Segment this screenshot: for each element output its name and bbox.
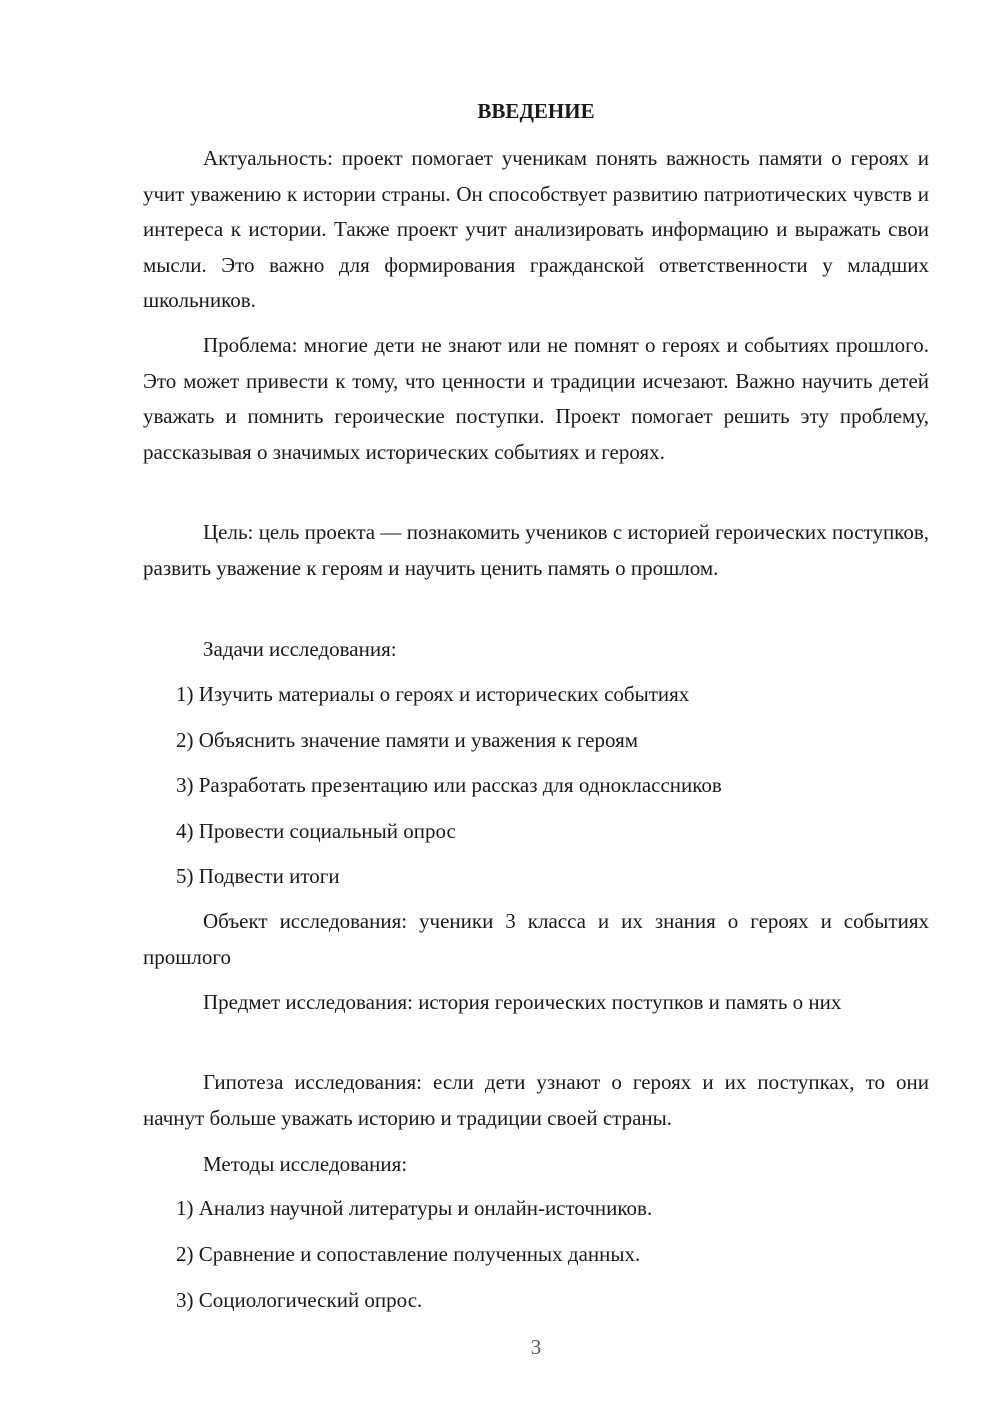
object-paragraph: Объект исследования: ученики 3 класса и их знания о героях и событиях прошлого bbox=[143, 909, 929, 969]
hypothesis-paragraph: Гипотеза исследования: если дети узнают о героях и их поступках, то они начнут больше уважать историю и традиции своей страны. bbox=[143, 1070, 929, 1130]
method-item-2: 2) Сравнение и сопоставление полученных данных. bbox=[176, 1242, 641, 1266]
page-title: ВВЕДЕНИЕ bbox=[477, 99, 595, 123]
problem-paragraph: Проблема: многие дети не знают или не помнят о героях и событиях прошлого. Это может привести к тому, что ценности и традиции исчезают. Важно научить детей уважать и помнить героические поступки. Проект помогает решить эту проблему, рассказывая о значимых исторических событиях и героях. bbox=[143, 333, 929, 464]
task-item-4: 4) Провести социальный опрос bbox=[176, 819, 456, 843]
subject-paragraph: Предмет исследования: история героических поступков и память о них bbox=[203, 990, 842, 1014]
task-item-3: 3) Разработать презентацию или рассказ для одноклассников bbox=[176, 773, 722, 797]
relevance-paragraph: Актуальность: проект помогает ученикам понять важность памяти о героях и учит уважению к истории страны. Он способствует развитию патриотических чувств и интереса к истории. Также проект учит анализировать информацию и выражать свои мысли. Это важно для формирования гражданской ответственности у младших школьников. bbox=[143, 146, 929, 312]
task-item-1: 1) Изучить материалы о героях и исторических событиях bbox=[176, 682, 690, 706]
task-item-5: 5) Подвести итоги bbox=[176, 864, 340, 888]
task-item-2: 2) Объяснить значение памяти и уважения к героям bbox=[176, 728, 639, 752]
tasks-heading: Задачи исследования: bbox=[203, 637, 397, 661]
methods-heading: Методы исследования: bbox=[203, 1152, 408, 1176]
page-number: 3 bbox=[530, 1335, 542, 1359]
goal-paragraph: Цель: цель проекта — познакомить учеников с историей героических поступков, развить уважение к героям и научить ценить память о прошлом. bbox=[143, 520, 929, 580]
method-item-3: 3) Социологический опрос. bbox=[176, 1288, 423, 1312]
document-page bbox=[143, 0, 929, 1414]
method-item-1: 1) Анализ научной литературы и онлайн-источников. bbox=[176, 1196, 653, 1220]
